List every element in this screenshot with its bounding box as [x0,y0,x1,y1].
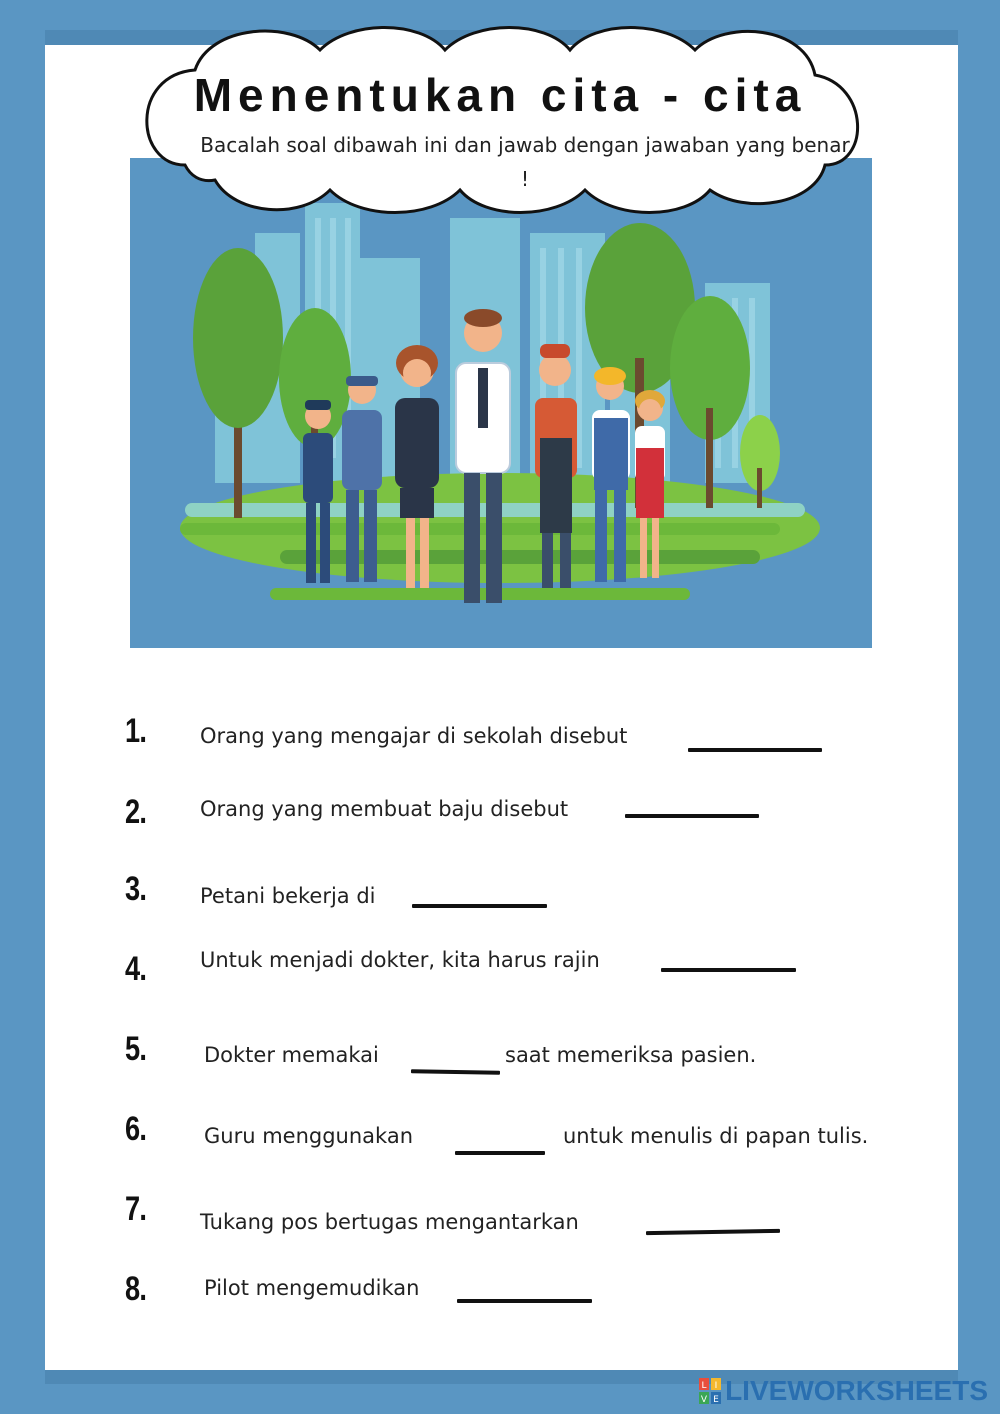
logo-letter-i: I [714,1381,718,1391]
question-text: Orang yang mengajar di sekolah disebut [200,724,628,748]
question-3 [0,870,1000,930]
live-logo-icon [699,1378,721,1404]
question-number: 4. [125,950,147,988]
question-number: 2. [125,793,147,831]
question-text-after: saat memeriksa pasien. [505,1043,757,1067]
professions-illustration [130,158,872,648]
logo-letter-e: E [713,1395,719,1404]
question-number: 8. [125,1270,147,1308]
question-text: Dokter memakai [204,1043,379,1067]
question-text: Tukang pos bertugas mengantarkan [200,1210,579,1234]
question-number: 6. [125,1110,147,1148]
answer-blank[interactable] [625,814,759,818]
question-6 [0,1110,1000,1170]
question-number: 7. [125,1190,147,1228]
question-4 [0,948,1000,1008]
question-text: Petani bekerja di [200,884,376,908]
question-1 [0,712,1000,772]
question-text: Orang yang membuat baju disebut [200,797,569,821]
question-number: 3. [125,870,147,908]
answer-blank[interactable] [646,1229,780,1235]
answer-blank[interactable] [688,748,822,752]
question-8 [0,1268,1000,1328]
logo-letter-v: V [700,1395,708,1404]
answer-blank[interactable] [412,904,547,908]
page-title: Menentukan cita - cita [193,69,807,121]
question-number: 1. [125,712,147,750]
instructions: Bacalah soal dibawah ini dan jawab dengan jawaban yang benar ! [200,133,850,191]
question-text-after: untuk menulis di papan tulis. [563,1124,869,1148]
answer-blank[interactable] [411,1069,500,1075]
liveworksheets-logo[interactable] [699,1376,988,1406]
logo-text: LIVEWORKSHEETS [725,1375,988,1406]
logo-letter-l: L [701,1381,707,1391]
question-text: Untuk menjadi dokter, kita harus rajin [200,948,600,972]
answer-blank[interactable] [455,1151,545,1155]
question-7 [0,1190,1000,1250]
answer-blank[interactable] [457,1299,592,1303]
answer-blank[interactable] [661,968,796,972]
question-number: 5. [125,1030,147,1068]
question-2 [0,785,1000,845]
question-text: Pilot mengemudikan [204,1276,420,1300]
question-text: Guru menggunakan [204,1124,414,1148]
question-5 [0,1030,1000,1090]
